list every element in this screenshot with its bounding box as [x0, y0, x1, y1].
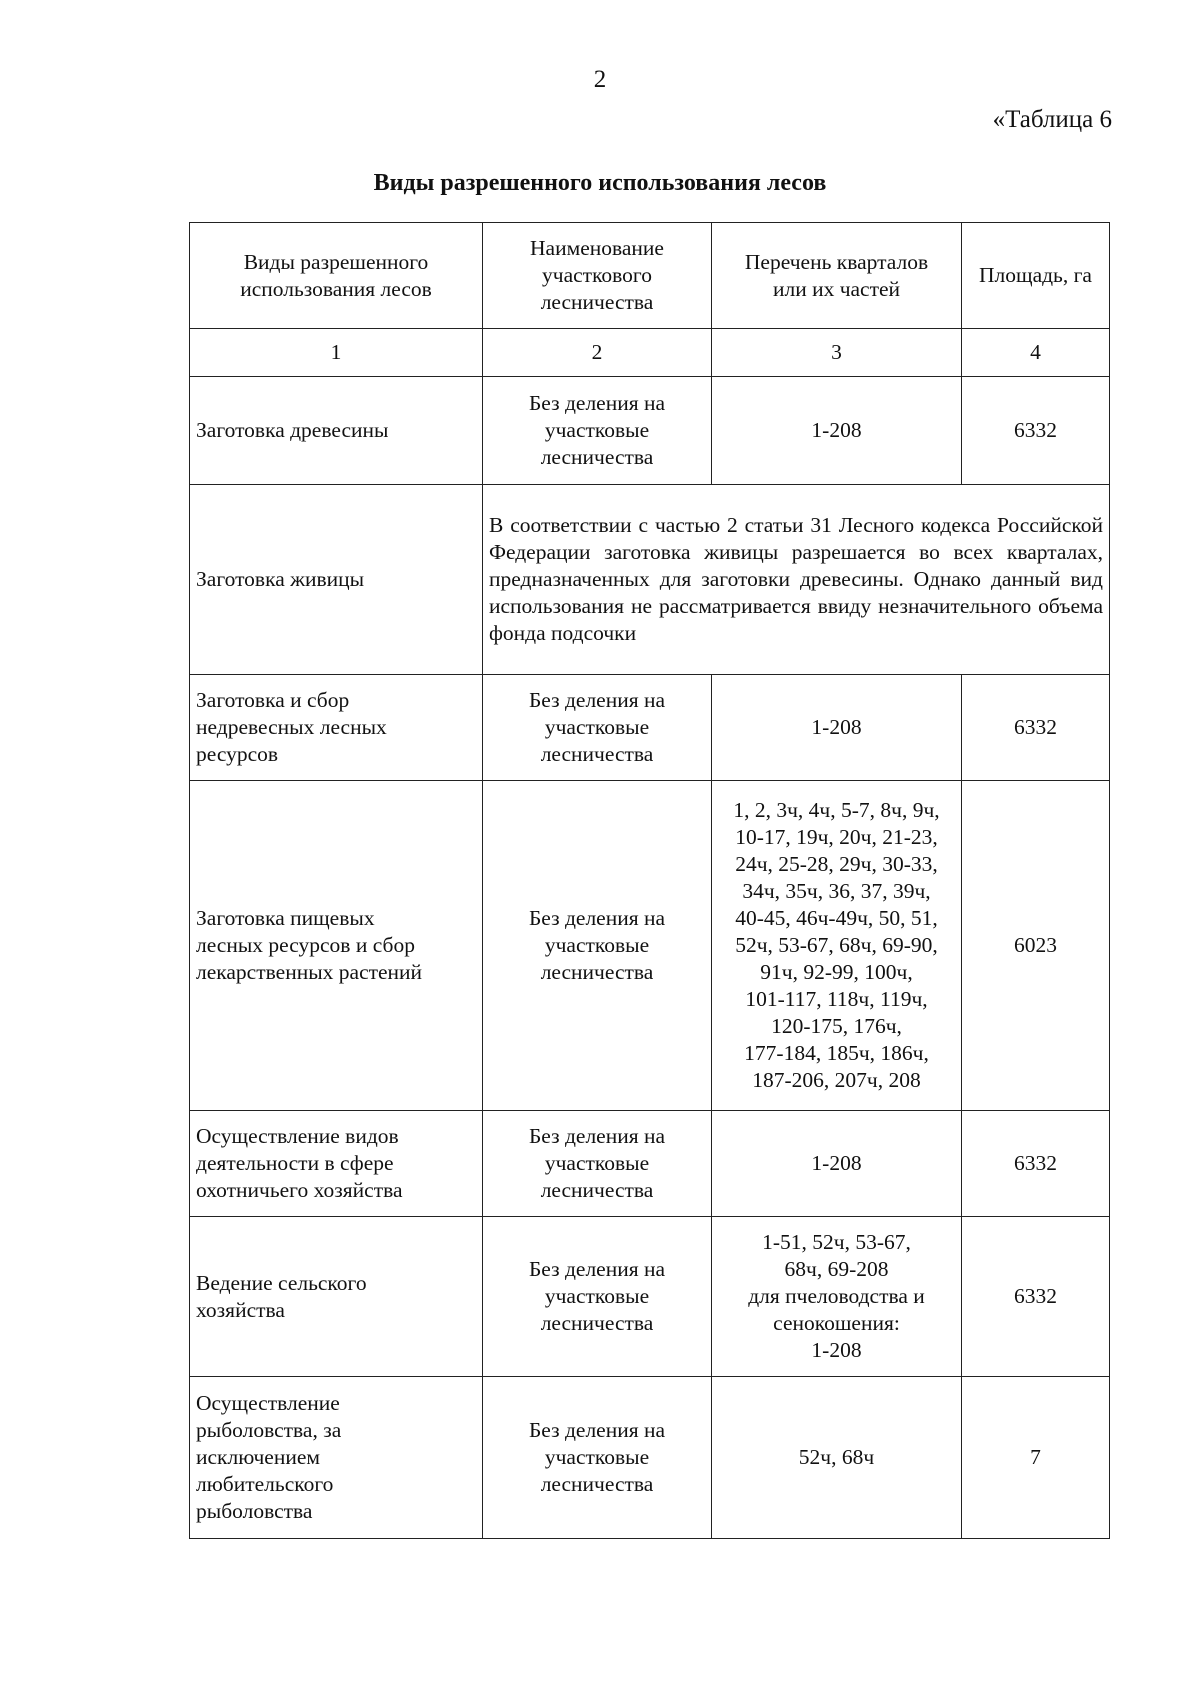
column-number: 2: [483, 329, 712, 377]
row-area: 6332: [962, 1111, 1110, 1217]
row-forestry: Без деления на участковые лесничества: [483, 1377, 712, 1539]
column-number: 3: [712, 329, 962, 377]
table-label: «Таблица 6: [992, 106, 1112, 133]
row-kind: Заготовка пищевых лесных ресурсов и сбор лекарственных растений: [190, 781, 483, 1111]
row-kind: Осуществление видов деятельности в сфере охотничьего хозяйства: [190, 1111, 483, 1217]
header-area: Площадь, га: [962, 223, 1110, 329]
row-area: 6332: [962, 1217, 1110, 1377]
table-row: [190, 377, 1110, 485]
row-forestry: Без деления на участковые лесничества: [483, 675, 712, 781]
row-area: 6023: [962, 781, 1110, 1111]
table-row: [190, 1377, 1110, 1539]
row-quarters: 1-208: [712, 377, 962, 485]
table-header-row: [190, 223, 1110, 329]
row-quarters: 1-208: [712, 1111, 962, 1217]
row-forestry: Без деления на участковые лесничества: [483, 781, 712, 1111]
column-number: 1: [190, 329, 483, 377]
column-numbers-row: [190, 329, 1110, 377]
row-forestry: Без деления на участковые лесничества: [483, 1111, 712, 1217]
row-quarters: 52ч, 68ч: [712, 1377, 962, 1539]
column-number: 4: [962, 329, 1110, 377]
row-quarters: 1-51, 52ч, 53-67, 68ч, 69-208 для пчеловодства и сенокошения: 1-208: [712, 1217, 962, 1377]
row-forestry: Без деления на участковые лесничества: [483, 377, 712, 485]
forest-use-table: [189, 222, 1110, 1539]
table-row: [190, 781, 1110, 1111]
row-area: 7: [962, 1377, 1110, 1539]
row-kind: Заготовка и сбор недревесных лесных ресурсов: [190, 675, 483, 781]
header-quarters: Перечень кварталов или их частей: [712, 223, 962, 329]
document-title: Виды разрешенного использования лесов: [373, 170, 827, 196]
row-forestry: Без деления на участковые лесничества: [483, 1217, 712, 1377]
row-kind: Заготовка древесины: [190, 377, 483, 485]
table-row: [190, 675, 1110, 781]
page-number: 2: [593, 66, 607, 93]
row-quarters: 1-208: [712, 675, 962, 781]
table-row: [190, 1111, 1110, 1217]
row-area: 6332: [962, 675, 1110, 781]
table-row: [190, 1217, 1110, 1377]
header-kind: Виды разрешенного использования лесов: [190, 223, 483, 329]
row-note: В соответствии с частью 2 статьи 31 Лесного кодекса Российской Федерации заготовка живицы разрешается во всех кварталах, предназначенных для заготовки древесины. Однако данный вид использования не рассматривается ввиду незначительного объема фонда подсочки: [483, 485, 1110, 675]
row-kind: Заготовка живицы: [190, 485, 483, 675]
row-kind: Осуществление рыболовства, за исключением любительского рыболовства: [190, 1377, 483, 1539]
row-quarters: 1, 2, 3ч, 4ч, 5-7, 8ч, 9ч, 10-17, 19ч, 20ч, 21-23, 24ч, 25-28, 29ч, 30-33, 34ч, 35ч, 36, 37, 39ч, 40-45, 46ч-49ч, 50, 51, 52ч, 53-67, 68ч, 69-90, 91ч, 92-99, 100ч, 101-117, 118ч, 119ч, 120-175, 176ч, 177-184, 185ч, 186ч, 187-206, 207ч, 208: [712, 781, 962, 1111]
row-area: 6332: [962, 377, 1110, 485]
row-kind: Ведение сельского хозяйства: [190, 1217, 483, 1377]
table-row: [190, 485, 1110, 675]
header-forestry: Наименование участкового лесничества: [483, 223, 712, 329]
